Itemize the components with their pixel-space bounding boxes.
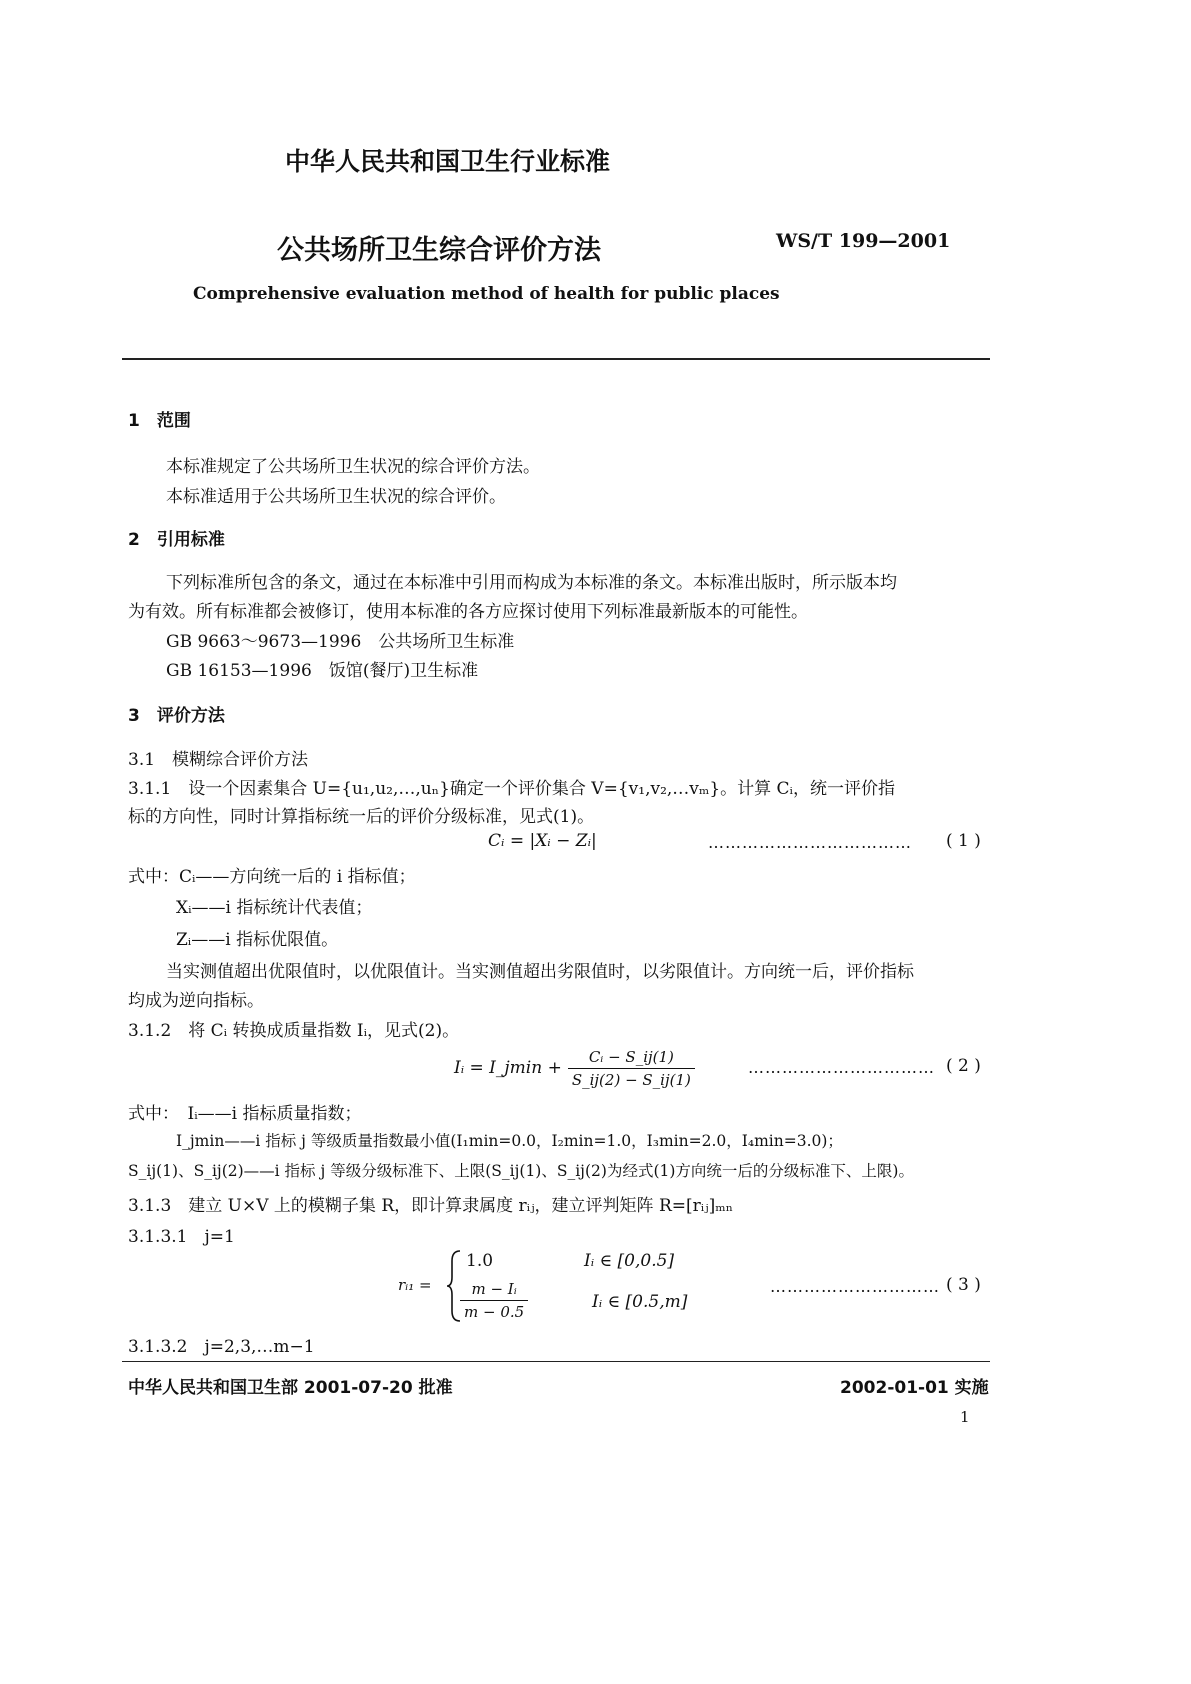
equation-2-number: ( 2 ): [946, 1056, 981, 1076]
section-1-para-2: 本标准适用于公共场所卫生状况的综合评价。: [166, 487, 506, 507]
clause-3-1-1-line-1: 3.1.1 设一个因素集合 U={u₁,u₂,…,uₙ}确定一个评价集合 V={v₁,v₂,…vₘ}。计算 Cᵢ，统一评价指: [128, 779, 895, 799]
clause-3-1-2: 3.1.2 将 Cᵢ 转换成质量指数 Iᵢ，见式(2)。: [128, 1021, 460, 1041]
section-1-para-1: 本标准规定了公共场所卫生状况的综合评价方法。: [166, 457, 540, 477]
section-2-para-line-1: 下列标准所包含的条文，通过在本标准中引用而构成为本标准的条文。本标准出版时，所示版本均: [166, 573, 897, 593]
where-2-line-1: 式中： Iᵢ——i 指标质量指数；: [128, 1104, 362, 1124]
equation-2-lhs: Iᵢ = I_jmin +: [454, 1058, 562, 1078]
leader-dots: …………………………: [770, 1277, 940, 1296]
footer-rule: [122, 1361, 990, 1362]
section-1-heading: 1 范围: [128, 411, 191, 431]
equation-2: [454, 1046, 695, 1090]
where-2-line-2: I_jmin——i 指标 j 等级质量指数最小值(I₁min=0.0，I₂min=1.0，I₃min=2.0，I₄min=3.0)；: [176, 1132, 843, 1150]
page-number: 1: [960, 1408, 970, 1426]
effective-date: 2002-01-01 实施: [840, 1378, 989, 1398]
equation-2-fraction: [568, 1048, 695, 1089]
equation-3-numerator: m − Iᵢ: [460, 1280, 528, 1301]
equation-1-number: ( 1 ): [946, 831, 981, 851]
reference-1: GB 9663～9673—1996 公共场所卫生标准: [166, 632, 515, 652]
equation-3-condition-1: Iᵢ ∈ [0,0.5]: [584, 1251, 675, 1271]
leader-dots: ………………………………: [708, 833, 912, 852]
header-rule: [122, 358, 990, 360]
reference-2: GB 16153—1996 饭馆(餐厅)卫生标准: [166, 661, 479, 681]
clause-3-1: 3.1 模糊综合评价方法: [128, 750, 309, 770]
clause-3-1-3-1: 3.1.3.1 j=1: [128, 1227, 235, 1247]
clause-3-1-3-2: 3.1.3.2 j=2,3,…m−1: [128, 1337, 315, 1357]
leader-dots: ……………………………: [748, 1058, 935, 1077]
english-title: Comprehensive evaluation method of health for public places: [193, 284, 780, 304]
equation-3-case-2: [460, 1280, 528, 1321]
equation-3-case-1: 1.0: [466, 1251, 494, 1271]
issuing-body: 中华人民共和国卫生行业标准: [285, 147, 611, 176]
section-2-heading: 2 引用标准: [128, 530, 225, 550]
standard-number: WS/T 199—2001: [776, 230, 951, 252]
section-3-heading: 3 评价方法: [128, 706, 225, 726]
where-1-line-1: 式中：Cᵢ——方向统一后的 i 指标值；: [128, 867, 416, 887]
paragraph-limit-line-1: 当实测值超出优限值时，以优限值计。当实测值超出劣限值时，以劣限值计。方向统一后，评价指标: [166, 962, 914, 982]
section-2-para-line-2: 为有效。所有标准都会被修订，使用本标准的各方应探讨使用下列标准最新版本的可能性。: [128, 602, 808, 622]
where-1-line-2: Xᵢ——i 指标统计代表值；: [176, 898, 373, 918]
document-title: 公共场所卫生综合评价方法: [277, 235, 601, 266]
equation-3-denominator: m − 0.5: [464, 1303, 525, 1321]
paragraph-limit-line-2: 均成为逆向指标。: [128, 991, 264, 1011]
where-2-line-3: S_ij(1)、S_ij(2)——i 指标 j 等级分级标准下、上限(S_ij(1)、S_ij(2)为经式(1)方向统一后的分级标准下、上限)。: [128, 1162, 914, 1180]
where-1-line-3: Zᵢ——i 指标优限值。: [176, 930, 339, 950]
equation-3-lhs: rᵢ₁ =: [398, 1276, 432, 1294]
equation-2-denominator: S_ij(2) − S_ij(1): [571, 1070, 691, 1089]
clause-3-1-3: 3.1.3 建立 U×V 上的模糊子集 R，即计算隶属度 rᵢⱼ，建立评判矩阵 R=[rᵢⱼ]ₘₙ: [128, 1196, 734, 1216]
equation-3-condition-2: Iᵢ ∈ [0.5,m]: [592, 1292, 688, 1312]
equation-2-numerator: Cᵢ − S_ij(1): [568, 1048, 695, 1069]
approval-line: 中华人民共和国卫生部 2001-07-20 批准: [128, 1378, 453, 1398]
clause-3-1-1-line-2: 标的方向性，同时计算指标统一后的评价分级标准，见式(1)。: [128, 807, 595, 827]
equation-3-number: ( 3 ): [946, 1275, 981, 1295]
equation-1: Cᵢ = |Xᵢ − Zᵢ|: [488, 831, 597, 851]
